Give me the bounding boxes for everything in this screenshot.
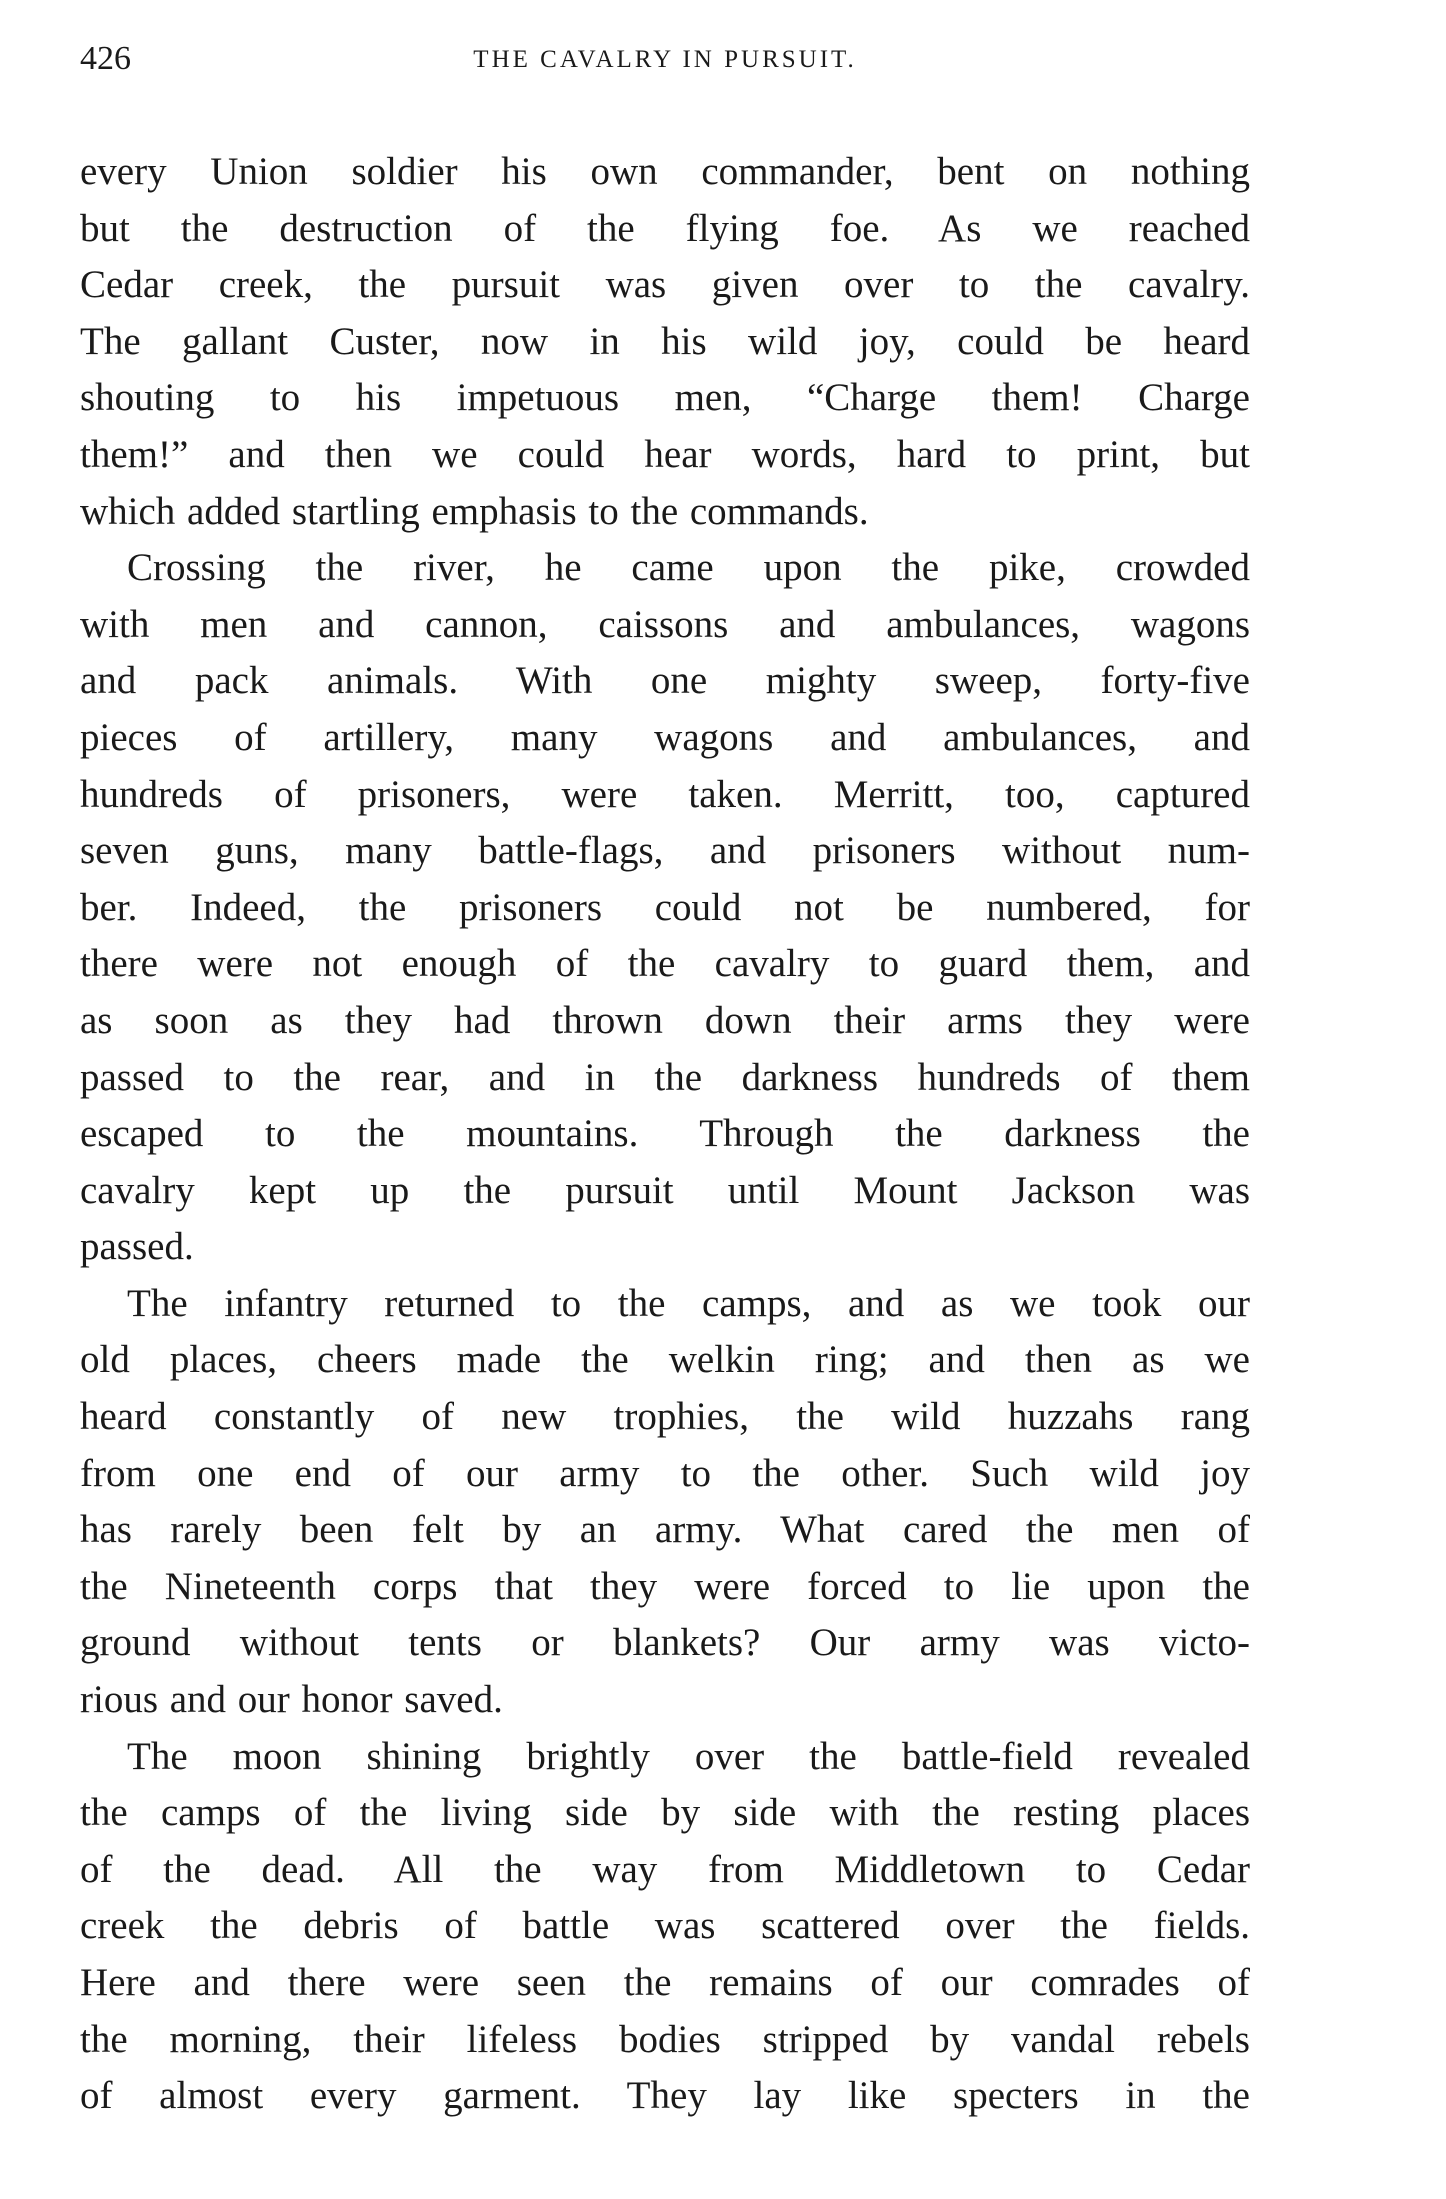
text-line: pieces of artillery, many wagons and ambulances, and	[80, 715, 1250, 759]
text-line: Crossing the river, he came upon the pike, crowded	[127, 546, 1250, 590]
text-line: ber. Indeed, the prisoners could not be numbered, for	[80, 885, 1250, 929]
text-line: of almost every garment. They lay like specters in the	[80, 2074, 1250, 2118]
text-line: seven guns, many battle-flags, and prisoners without num-	[80, 829, 1250, 873]
text-line: the Nineteenth corps that they were forced to lie upon the	[80, 1564, 1250, 1608]
text-line: passed.	[80, 1225, 194, 1269]
text-line: and pack animals. With one mighty sweep, forty-five	[80, 659, 1250, 703]
text-line: cavalry kept up the pursuit until Mount Jackson was	[80, 1168, 1250, 1212]
text-line: old places, cheers made the welkin ring; and then as we	[80, 1338, 1250, 1382]
text-line: The moon shining brightly over the battle-field revealed	[127, 1734, 1250, 1778]
text-line: but the destruction of the flying foe. As we reached	[80, 206, 1250, 250]
text-line: which added startling emphasis to the commands.	[80, 489, 869, 533]
paragraph	[80, 540, 1250, 1276]
text-line: ground without tents or blankets? Our army was victo-	[80, 1621, 1250, 1665]
paragraph	[80, 144, 1250, 540]
text-line: as soon as they had thrown down their arms they were	[80, 998, 1250, 1042]
page-number: 426	[80, 40, 131, 77]
text-line: shouting to his impetuous men, “Charge them! Charge	[80, 376, 1250, 420]
text-line: them!” and then we could hear words, hard to print, but	[80, 432, 1250, 476]
text-line: The gallant Custer, now in his wild joy, could be heard	[80, 319, 1250, 363]
text-line: the camps of the living side by side with the resting places	[80, 1791, 1250, 1835]
text-line: every Union soldier his own commander, bent on nothing	[80, 150, 1250, 193]
text-line: Here and there were seen the remains of our comrades of	[80, 1961, 1250, 2004]
text-line: rious and our honor saved.	[80, 1678, 503, 1722]
text-line: Cedar creek, the pursuit was given over to the cavalry.	[80, 263, 1250, 307]
page-header	[80, 40, 1250, 88]
text-line: heard constantly of new trophies, the wild huzzahs rang	[80, 1395, 1250, 1439]
text-line: escaped to the mountains. Through the darkness the	[80, 1112, 1250, 1156]
text-line: passed to the rear, and in the darkness hundreds of them	[80, 1055, 1250, 1099]
running-title: THE CAVALRY IN PURSUIT.	[473, 46, 857, 73]
text-line: with men and cannon, caissons and ambulances, wagons	[80, 602, 1250, 646]
text-line: creek the debris of battle was scattered over the fields.	[80, 1904, 1250, 1948]
text-line: has rarely been felt by an army. What cared the men of	[80, 1508, 1250, 1552]
text-line: there were not enough of the cavalry to guard them, and	[80, 942, 1250, 986]
text-line: hundreds of prisoners, were taken. Merritt, too, captured	[80, 772, 1250, 816]
paragraph	[80, 1276, 1250, 1729]
text-line: from one end of our army to the other. Such wild joy	[80, 1451, 1250, 1495]
paragraph	[80, 1729, 1250, 2125]
text-line: of the dead. All the way from Middletown to Cedar	[80, 1847, 1250, 1891]
body-text	[80, 144, 1250, 2125]
text-line: the morning, their lifeless bodies stripped by vandal rebels	[80, 2017, 1250, 2061]
text-line: The infantry returned to the camps, and as we took our	[127, 1281, 1250, 1325]
